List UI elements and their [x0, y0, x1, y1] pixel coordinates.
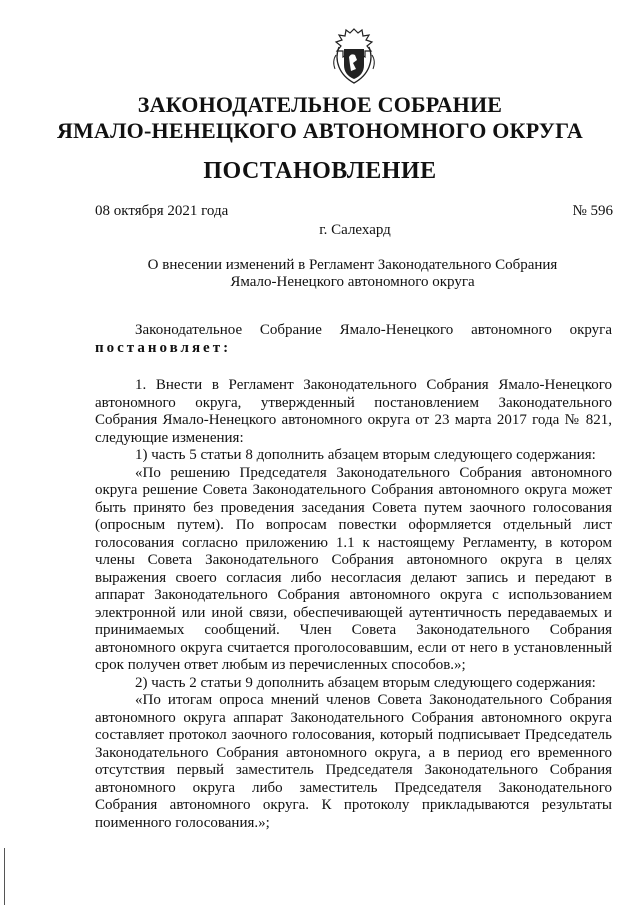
preamble [95, 322, 612, 357]
quote-2: «По итогам опроса мнений членов Совета Законодательного Собрания автономного округа аппарат Законодательного Собрания автономного округа составляет протокол заочного голосования, который подписывает Председатель Законодательного Собрания автономного округа, а в период его временного отсутствия первый заместитель Председателя Законодательного Собрания автономного округа либо заместитель Председателя Законодательного Собрания автономного округа. К протоколу прикладываются результаты поименного голосования.»; [95, 692, 612, 831]
document-date: 08 октября 2021 года [95, 203, 229, 219]
document-body [95, 322, 612, 832]
coat-of-arms-icon [329, 27, 379, 85]
quote-1: «По решению Председателя Законодательного Собрания автономного округа решение Совета Законодательного Собрания автономного округа может быть принято без проведения заседания Совета путем заочного голосования (опросным путем). По вопросам повестки оформляется отдельный лист голосования согласно приложению 1.1 к настоящему Регламенту, в котором члены Совета Законодательного Собрания автономного округа в целях выражения своего согласия либо несогласия делают запись и передают в аппарат Законодательного Собрания автономного округа с использованием электронной или иной связи, обеспечивающей аутентичность передаваемых и принимаемых сообщений. Член Совета Законодательного Собрания автономного округа считается проголосовавшим, если от него в установленный срок получен ответ любым из перечисленных способов.»; [95, 464, 612, 673]
document-number: № 596 [572, 203, 613, 219]
preamble-verb: постановляет: [95, 339, 232, 356]
subitem-1: 1) часть 5 статьи 8 дополнить абзацем вторым следующего содержания: [135, 447, 596, 463]
organization-name-line1: ЗАКОНОДАТЕЛЬНОЕ СОБРАНИЕ [137, 92, 503, 117]
document-subject [130, 257, 575, 291]
subitem-2: 2) часть 2 статьи 9 дополнить абзацем вторым следующего содержания: [135, 674, 596, 691]
document-type-title: ПОСТАНОВЛЕНИЕ [203, 158, 437, 184]
subject-line1: О внесении изменений в Регламент Законодательного Собрания [147, 257, 558, 273]
scan-edge-mark [4, 848, 5, 905]
item-1: 1. Внести в Регламент Законодательного Собрания Ямало-Ненецкого автономного округа, утвержденный постановлением Законодательного Собрания Ямало-Ненецкого автономного округа от 23 марта 2017 года № 821, следующие изменения: [95, 377, 612, 446]
preamble-text: Законодательное Собрание Ямало-Ненецкого автономного округа [135, 322, 612, 338]
document-city: г. Салехард [319, 222, 391, 238]
organization-name-line2: ЯМАЛО-НЕНЕЦКОГО АВТОНОМНОГО ОКРУГА [56, 118, 584, 143]
subject-line2: Ямало-Ненецкого автономного округа [230, 274, 475, 290]
